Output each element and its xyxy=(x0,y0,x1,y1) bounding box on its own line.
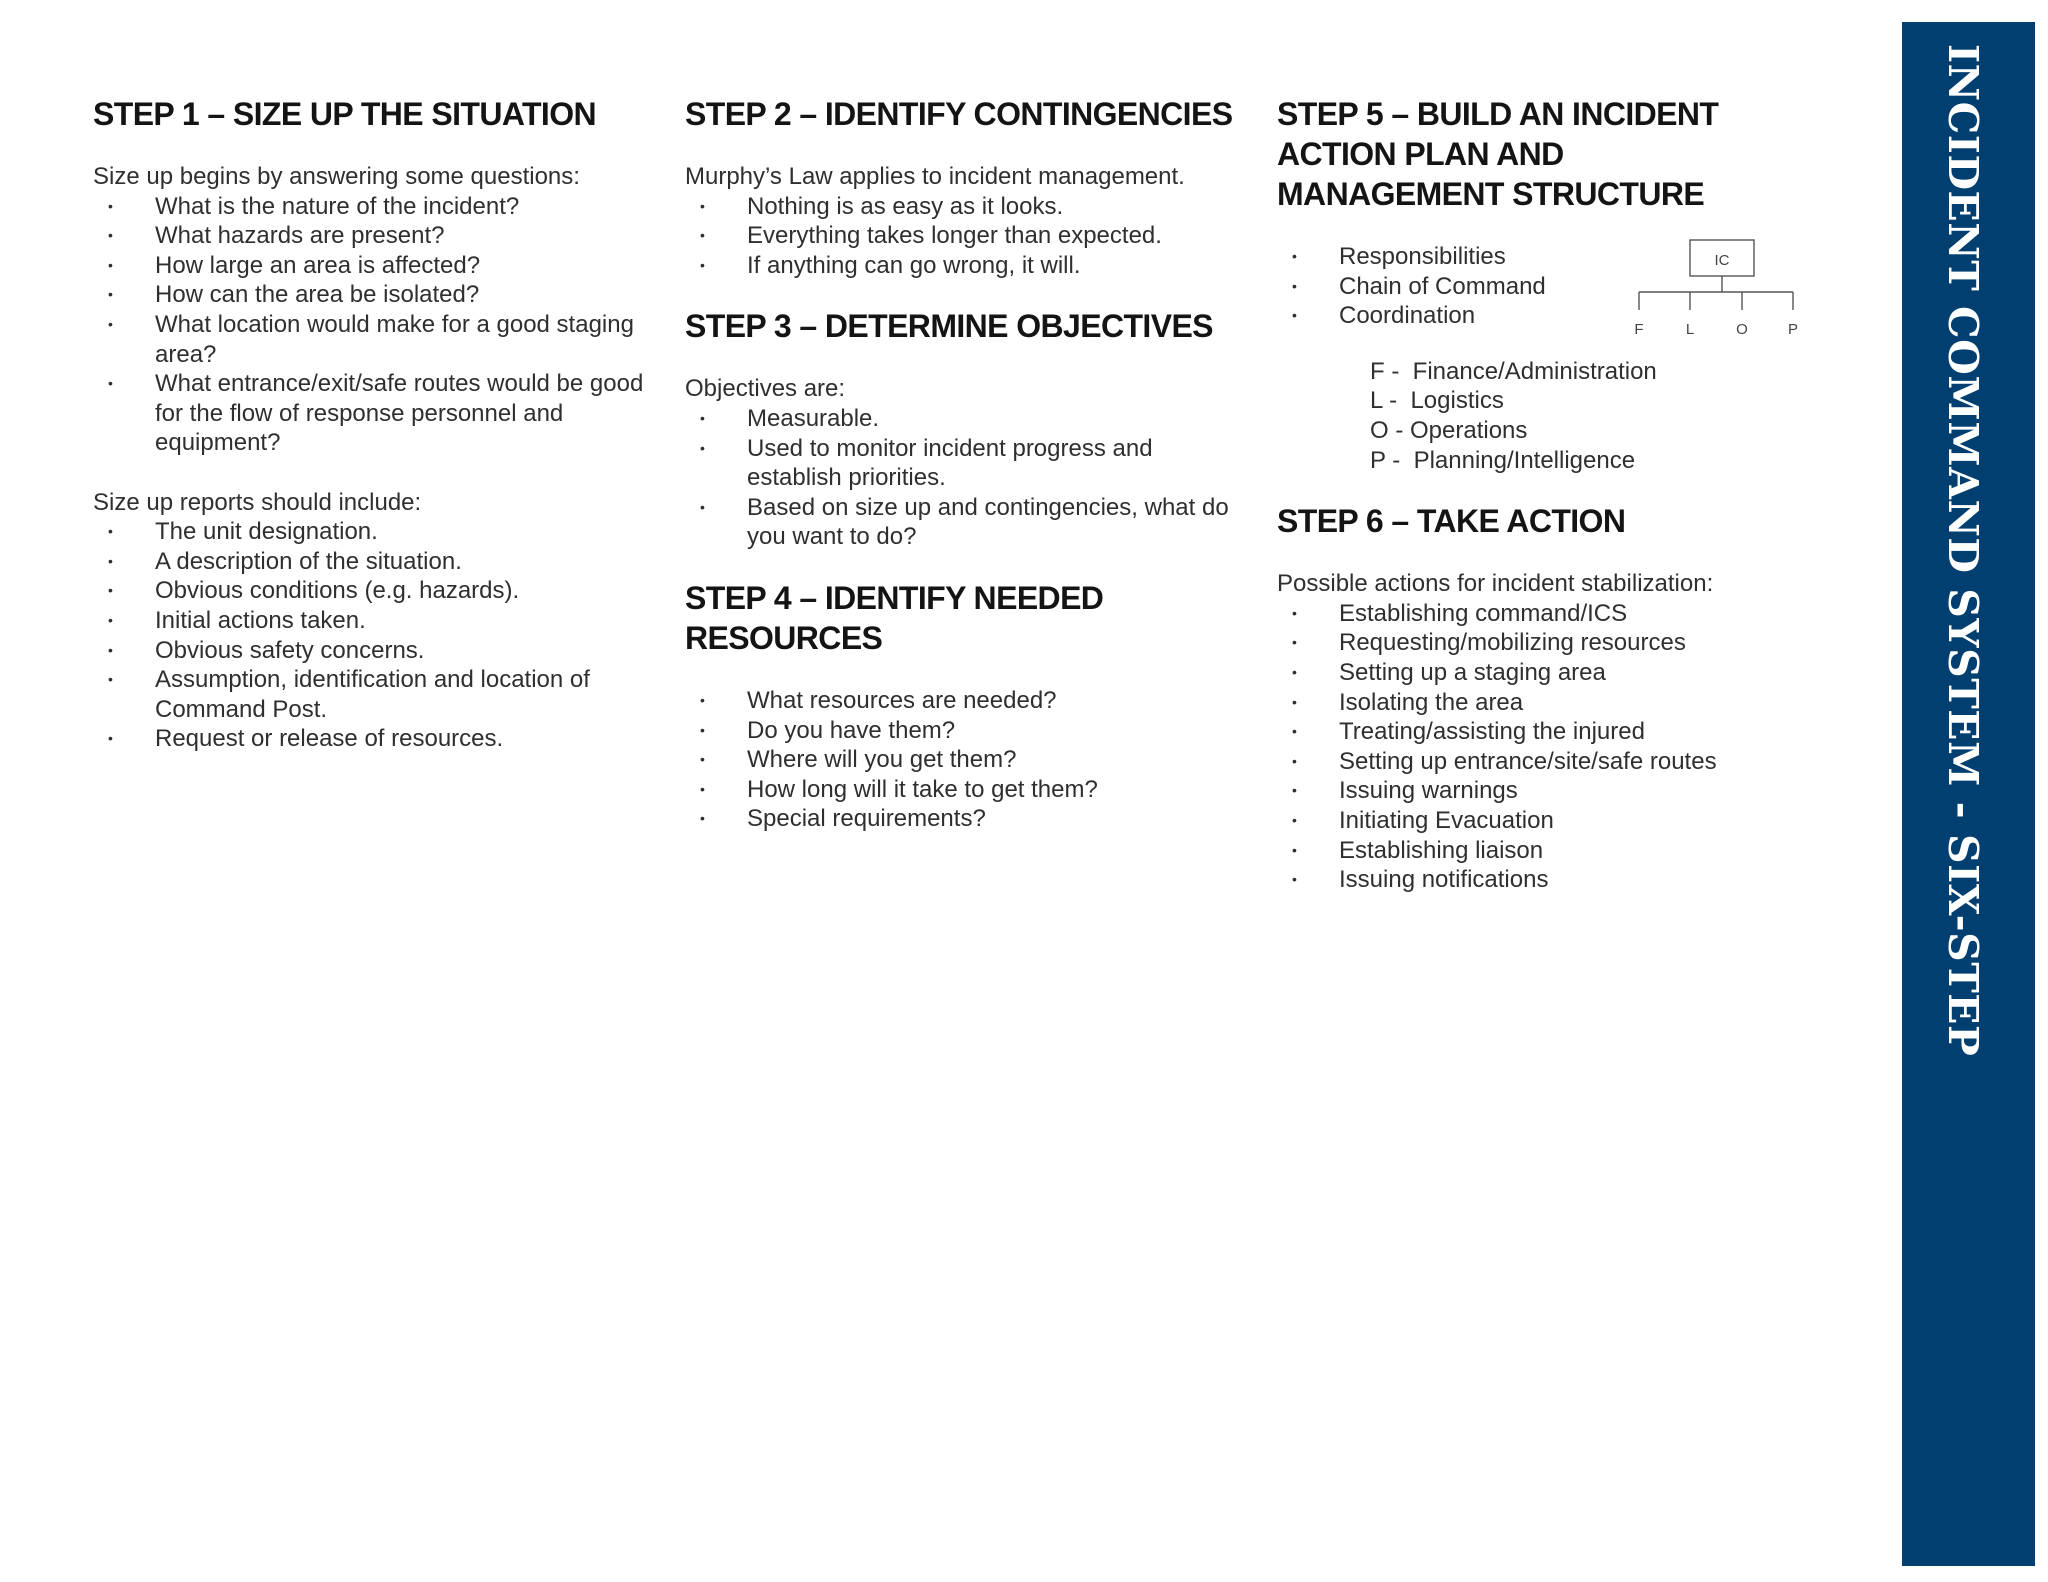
step-2-section xyxy=(685,94,1245,280)
list-item: • Requesting/mobilizing resources xyxy=(1277,628,1837,658)
step-3-list xyxy=(685,404,1245,552)
step-5-items-row xyxy=(1277,242,1837,338)
org-chart-branch-l: L xyxy=(1685,321,1695,338)
list-item: • Request or release of resources. xyxy=(93,724,653,754)
org-chart-diagram xyxy=(1633,238,1803,350)
list-item: • The unit designation. xyxy=(93,517,653,547)
list-item: • Nothing is as easy as it looks. xyxy=(685,192,1245,222)
step-6-section xyxy=(1277,501,1837,895)
step-1-section xyxy=(93,94,653,754)
banner-title: INCIDENT COMMAND SYSTEM - SIX-STEP xyxy=(1939,44,1987,1057)
list-item: • Chain of Command xyxy=(1277,272,1837,302)
org-chart-branch-o: O xyxy=(1736,321,1748,338)
list-item: • Issuing notifications xyxy=(1277,865,1837,895)
list-item: • Everything takes longer than expected. xyxy=(685,221,1245,251)
step-4-heading: STEP 4 – IDENTIFY NEEDED RESOURCES xyxy=(685,579,1104,656)
org-chart-branch-f: F xyxy=(1634,321,1644,338)
legend-item: O - Operations xyxy=(1370,416,1528,444)
list-item: • A description of the situation. xyxy=(93,547,653,577)
list-item: • If anything can go wrong, it will. xyxy=(685,251,1245,281)
list-item: • Used to monitor incident progress and establish priorities. xyxy=(685,434,1245,493)
list-item: • Measurable. xyxy=(685,404,1245,434)
step-4-list xyxy=(685,686,1245,834)
list-item: • Initial actions taken. xyxy=(93,606,653,636)
step-1-reports-list xyxy=(93,517,653,754)
list-item: • Responsibilities xyxy=(1277,242,1837,272)
column-steps-5-6 xyxy=(1277,94,1837,921)
step-1-intro: Size up begins by answering some questions: xyxy=(93,163,580,190)
step-6-intro: Possible actions for incident stabilization: xyxy=(1277,570,1714,598)
step-2-heading: STEP 2 – IDENTIFY CONTINGENCIES xyxy=(685,96,1233,132)
org-chart-ic-label: IC xyxy=(1714,252,1730,269)
list-item: • Based on size up and contingencies, what do you want to do? xyxy=(685,493,1245,552)
step-3-intro: Objectives are: xyxy=(685,375,846,403)
list-item: • What location would make for a good staging area? xyxy=(93,310,653,369)
step-4-section xyxy=(685,578,1245,834)
list-item: • What entrance/exit/safe routes would be good for the flow of response personnel and equipment? xyxy=(93,369,653,458)
step-2-intro: Murphy’s Law applies to incident management. xyxy=(685,163,1185,190)
list-item: • Assumption, identification and location of Command Post. xyxy=(93,665,653,724)
list-item: • Setting up a staging area xyxy=(1277,658,1837,688)
list-item: • Establishing command/ICS xyxy=(1277,599,1837,629)
legend-item: P - Planning/Intelligence xyxy=(1370,446,1636,474)
list-item: • How long will it take to get them? xyxy=(685,775,1245,805)
list-item: • Coordination xyxy=(1277,301,1837,331)
list-item: • What hazards are present? xyxy=(93,221,653,251)
step-3-section xyxy=(685,306,1245,552)
list-item: • Establishing liaison xyxy=(1277,836,1837,866)
spacer xyxy=(93,458,653,488)
step-6-list xyxy=(1277,599,1837,895)
step-6-heading: STEP 6 – TAKE ACTION xyxy=(1277,503,1626,540)
step-3-heading: STEP 3 – DETERMINE OBJECTIVES xyxy=(685,308,1213,345)
step-1-reports-intro: Size up reports should include: xyxy=(93,488,422,516)
step-1-heading: STEP 1 – SIZE UP THE SITUATION xyxy=(93,96,597,132)
org-chart-legend xyxy=(1370,357,1837,475)
list-item: • Obvious safety concerns. xyxy=(93,636,653,666)
list-item: • What resources are needed? xyxy=(685,686,1245,716)
list-item: • Initiating Evacuation xyxy=(1277,806,1837,836)
legend-item: L - Logistics xyxy=(1370,387,1504,415)
list-item: • Where will you get them? xyxy=(685,745,1245,775)
org-chart-branch-p: P xyxy=(1787,321,1799,338)
list-item: • Do you have them? xyxy=(685,716,1245,746)
legend-item: F - Finance/Administration xyxy=(1370,357,1657,385)
step-5-heading: STEP 5 – BUILD AN INCIDENT ACTION PLAN AND MANAGEMENT STRUCTURE xyxy=(1277,96,1719,212)
list-item: • How can the area be isolated? xyxy=(93,280,653,310)
step-2-list xyxy=(685,192,1245,281)
side-banner xyxy=(1902,22,2035,1566)
list-item: • How large an area is affected? xyxy=(93,251,653,281)
column-steps-2-4 xyxy=(685,94,1245,860)
step-5-section xyxy=(1277,94,1837,475)
list-item: • Special requirements? xyxy=(685,804,1245,834)
list-item: • What is the nature of the incident? xyxy=(93,192,653,222)
list-item: • Treating/assisting the injured xyxy=(1277,717,1837,747)
list-item: • Issuing warnings xyxy=(1277,776,1837,806)
list-item: • Obvious conditions (e.g. hazards). xyxy=(93,576,653,606)
list-item: • Isolating the area xyxy=(1277,688,1837,718)
step-1-questions-list xyxy=(93,192,653,458)
column-step-1 xyxy=(93,94,653,780)
list-item: • Setting up entrance/site/safe routes xyxy=(1277,747,1837,777)
